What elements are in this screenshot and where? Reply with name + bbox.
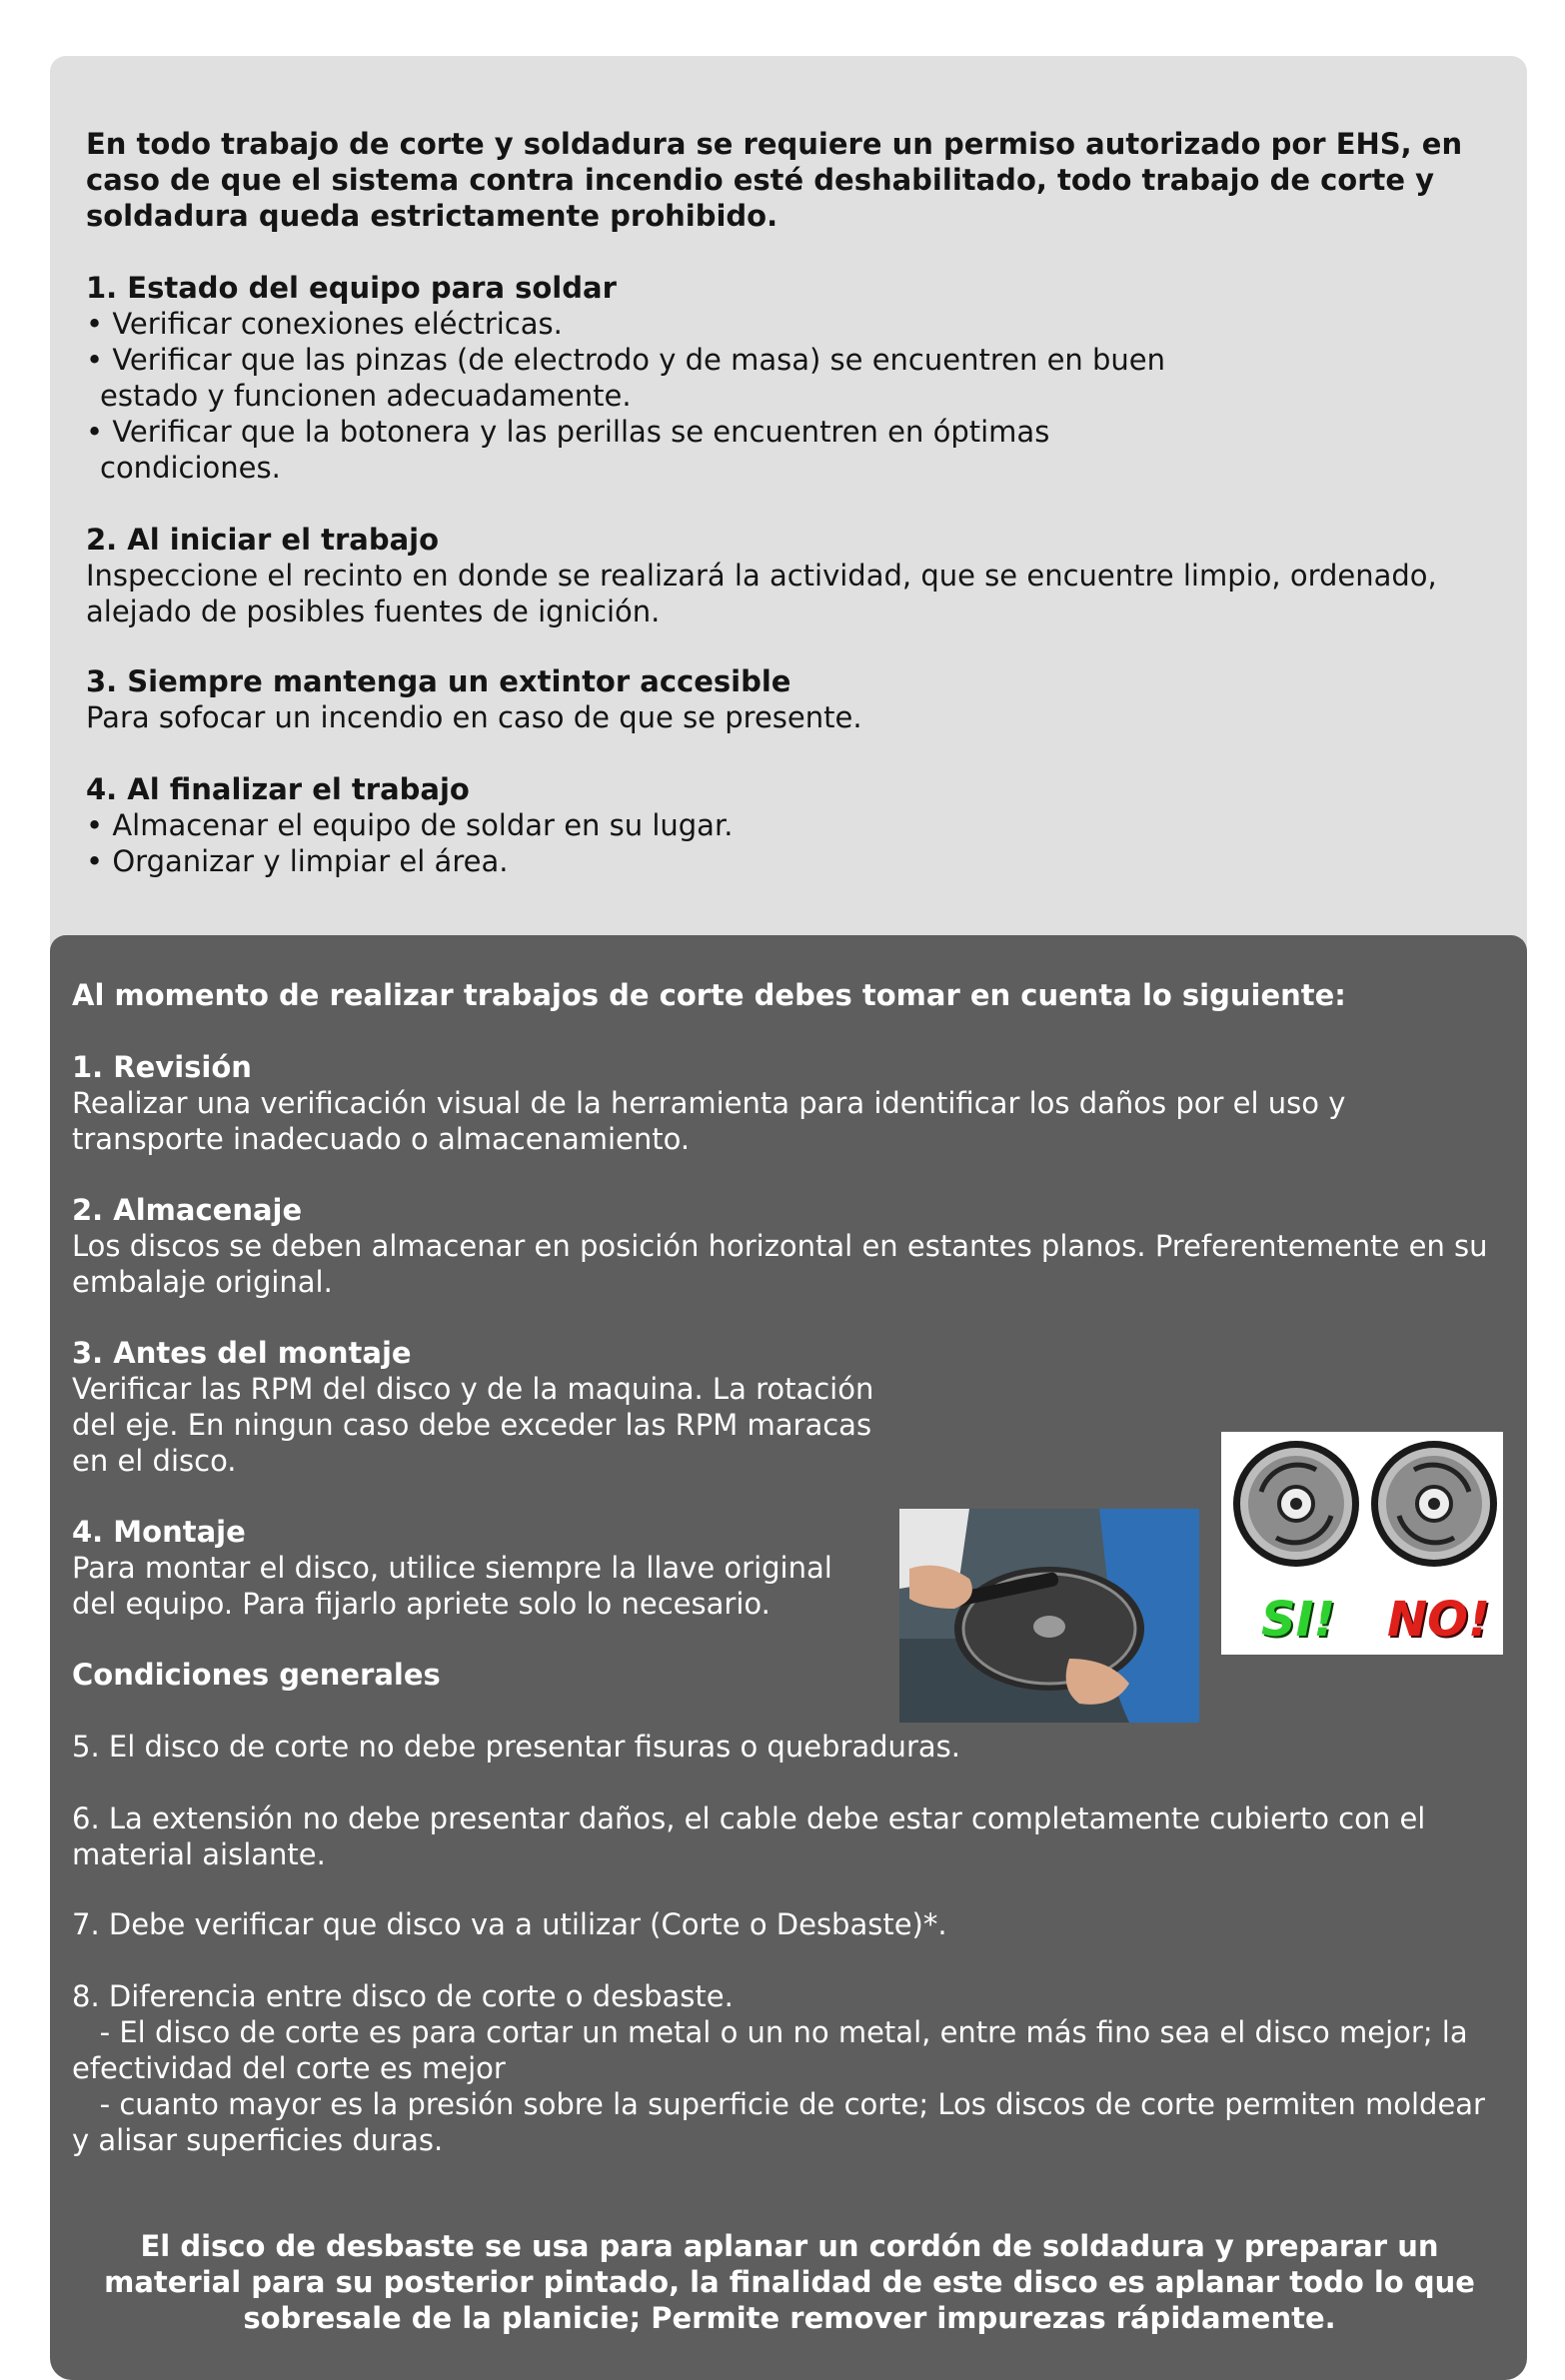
general-item-8-b: - cuanto mayor es la presión sobre la superficie de corte; Los discos de corte permiten moldear y alisar superficies duras. — [72, 2087, 1495, 2157]
welding-s1-bullet-3b: condiciones. — [100, 451, 281, 485]
general-item-7: 7. Debe verificar que disco va a utilizar (Corte o Desbaste)*. — [72, 1907, 947, 1941]
closing-note: El disco de desbaste se usa para aplanar un cordón de soldadura y preparar un material para su posterior pintado, la finalidad de este disco es aplanar todo lo que sobresale de la planicie; Permite remover impurezas rápidamente. — [104, 2229, 1475, 2335]
welding-s3-body: Para sofocar un incendio en caso de que se presente. — [86, 700, 862, 734]
rotation-direction-image — [1221, 1432, 1503, 1655]
disc-correct-icon — [1233, 1441, 1359, 1567]
cutting-c3-line-3: en el disco. — [72, 1444, 237, 1478]
cutting-c4-title: 4. Montaje — [72, 1515, 246, 1549]
welding-s4-bullet-1: • Almacenar el equipo de soldar en su lugar. — [86, 808, 734, 842]
si-label: SI! — [1261, 1592, 1336, 1648]
cutting-c4-line-1: Para montar el disco, utilice siempre la llave original — [72, 1551, 832, 1585]
cutting-intro: Al momento de realizar trabajos de corte debes tomar en cuenta lo siguiente: — [72, 978, 1346, 1012]
disc-mounting-photo — [899, 1509, 1199, 1723]
general-item-5: 5. El disco de corte no debe presentar fisuras o quebraduras. — [72, 1730, 960, 1764]
welding-s3-title: 3. Siempre mantenga un extintor accesible — [86, 664, 791, 698]
welding-s1-title: 1. Estado del equipo para soldar — [86, 271, 617, 305]
cutting-c3-line-1: Verificar las RPM del disco y de la maquina. La rotación — [72, 1372, 874, 1406]
cutting-c1-title: 1. Revisión — [72, 1050, 252, 1084]
cutting-c4-line-2: del equipo. Para fijarlo apriete solo lo necesario. — [72, 1587, 771, 1621]
welding-intro: En todo trabajo de corte y soldadura se requiere un permiso autorizado por EHS, en caso de que el sistema contra incendio esté deshabilitado, todo trabajo de corte y soldadura queda estrictamente prohibido. — [86, 127, 1463, 233]
welding-s4-bullet-2: • Organizar y limpiar el área. — [86, 844, 509, 878]
no-label: NO! — [1387, 1592, 1490, 1648]
cutting-c2-title: 2. Almacenaje — [72, 1193, 303, 1227]
welding-s2-title: 2. Al iniciar el trabajo — [86, 523, 440, 557]
welding-s1-bullet-1: • Verificar conexiones eléctricas. — [86, 307, 563, 341]
welding-s1-bullet-2a: • Verificar que las pinzas (de electrodo y de masa) se encuentren en buen — [86, 343, 1166, 377]
welding-s1-bullet-3a: • Verificar que la botonera y las perillas se encuentren en óptimas — [86, 415, 1050, 449]
cutting-c3-line-2: del eje. En ningun caso debe exceder las RPM maracas — [72, 1408, 872, 1442]
welding-s2-body: Inspeccione el recinto en donde se realizará la actividad, que se encuentre limpio, ordenado, alejado de posibles fuentes de ignición. — [86, 559, 1437, 628]
cutting-c3-title: 3. Antes del montaje — [72, 1336, 412, 1370]
cutting-c1-body: Realizar una verificación visual de la herramienta para identificar los daños por el uso y transporte inadecuado o almacenamiento. — [72, 1086, 1346, 1156]
welding-s1-bullet-2b: estado y funcionen adecuadamente. — [100, 379, 632, 413]
general-item-6: 6. La extensión no debe presentar daños, el cable debe estar completamente cubierto con el material aislante. — [72, 1801, 1426, 1871]
general-item-8-a: - El disco de corte es para cortar un metal o un no metal, entre más fino sea el disco mejor; la efectividad del corte es mejor — [72, 2015, 1477, 2085]
welding-s4-title: 4. Al finalizar el trabajo — [86, 772, 470, 806]
disc-mounting-illustration — [899, 1509, 1199, 1723]
general-conditions-title: Condiciones generales — [72, 1658, 441, 1692]
cutting-c2-body: Los discos se deben almacenar en posición horizontal en estantes planos. Preferentemente en su embalaje original. — [72, 1229, 1488, 1299]
general-item-8-title: 8. Diferencia entre disco de corte o desbaste. — [72, 1979, 734, 2013]
disc-incorrect-icon — [1371, 1441, 1497, 1567]
